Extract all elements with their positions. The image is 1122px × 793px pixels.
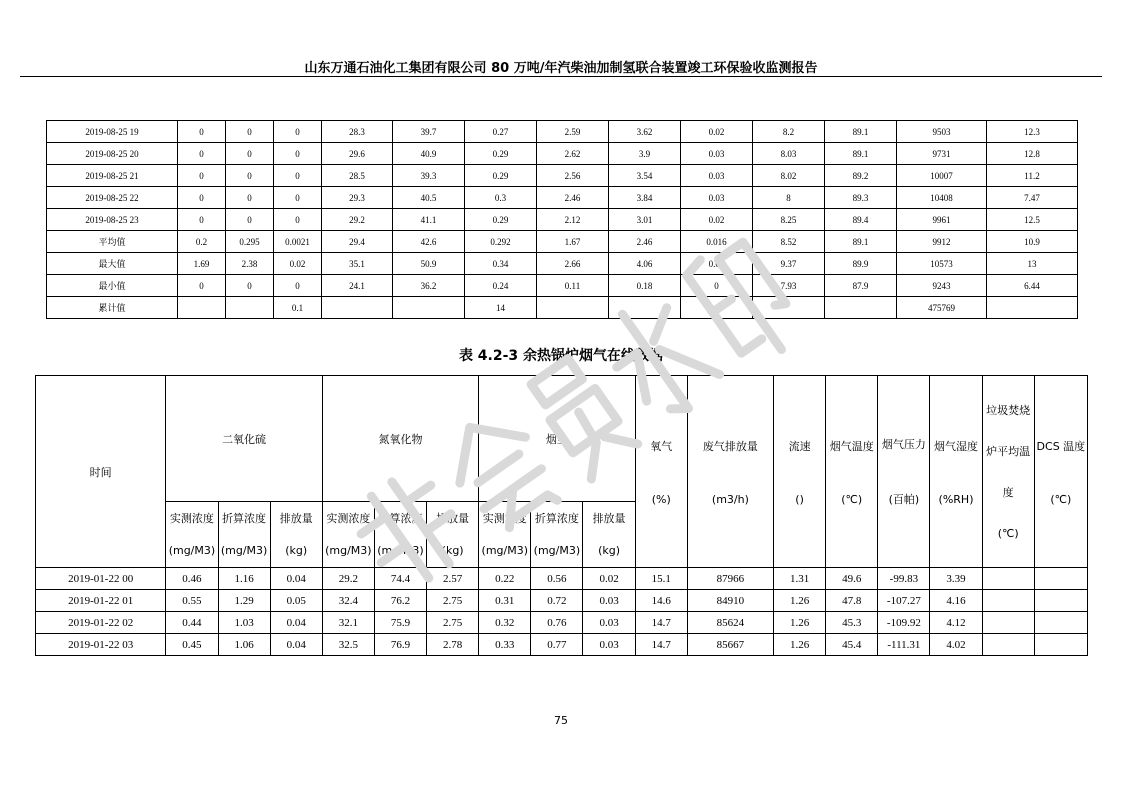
header-humidity: 烟气湿度 (%RH) — [930, 376, 982, 568]
table-cell: 45.3 — [826, 612, 878, 634]
table-cell: 0.11 — [537, 275, 609, 297]
table-cell: 0 — [226, 143, 274, 165]
table-cell: 2.57 — [427, 568, 479, 590]
table-cell: 0.45 — [166, 634, 218, 656]
subheader-dust-emission: 排放量 (kg) — [583, 502, 635, 568]
table-cell: 24.1 — [322, 275, 393, 297]
table-cell: 9.37 — [753, 253, 825, 275]
table-cell: 45.4 — [826, 634, 878, 656]
table-cell: 0.03 — [583, 612, 635, 634]
header-flow: 流速 () — [774, 376, 826, 568]
table-row — [36, 612, 1088, 634]
table-cell: 0 — [226, 209, 274, 231]
row-label-cell: 累计值 — [47, 297, 178, 319]
table-cell: 475769 — [897, 297, 987, 319]
table-cell: 0.295 — [226, 231, 274, 253]
table-cell: 10573 — [897, 253, 987, 275]
table-cell: 29.2 — [322, 209, 393, 231]
header-divider — [20, 76, 1102, 77]
subheader-so2-converted: 折算浓度 (mg/M3) — [218, 502, 270, 568]
table-cell: 40.9 — [393, 143, 465, 165]
table-cell: 14.6 — [635, 590, 687, 612]
table-cell: 8.03 — [753, 143, 825, 165]
table-cell — [982, 590, 1034, 612]
table-cell: 8.52 — [753, 231, 825, 253]
table-cell: 29.4 — [322, 231, 393, 253]
table-cell: 0 — [274, 209, 322, 231]
table-cell: 40.5 — [393, 187, 465, 209]
table-cell: 87966 — [687, 568, 773, 590]
subheader-nox-measured: 实测浓度 (mg/M3) — [322, 502, 374, 568]
table-cell: 12.8 — [987, 143, 1078, 165]
table-row — [47, 253, 1078, 275]
table-cell: 14 — [465, 297, 537, 319]
subheader-dust-converted: 折算浓度 (mg/M3) — [531, 502, 583, 568]
table-cell: 2.56 — [537, 165, 609, 187]
table-cell: 0.0021 — [274, 231, 322, 253]
row-label-cell: 最小值 — [47, 275, 178, 297]
table-cell — [537, 297, 609, 319]
table-row — [47, 275, 1078, 297]
table-cell: 9503 — [897, 121, 987, 143]
table-cell: 0.18 — [609, 275, 681, 297]
table-cell: 76.9 — [374, 634, 426, 656]
table-cell: 39.7 — [393, 121, 465, 143]
table-cell: 7.47 — [987, 187, 1078, 209]
table-cell: 1.29 — [218, 590, 270, 612]
table-cell: 0.29 — [465, 143, 537, 165]
row-label-cell: 2019-08-25 21 — [47, 165, 178, 187]
table-cell: 89.3 — [825, 187, 897, 209]
table-cell: 2.62 — [537, 143, 609, 165]
table-cell: 3.54 — [609, 165, 681, 187]
table-cell: -99.83 — [878, 568, 930, 590]
table-cell — [1034, 568, 1087, 590]
table-cell: 36.2 — [393, 275, 465, 297]
table-row — [47, 187, 1078, 209]
table-cell: 1.26 — [774, 634, 826, 656]
table-cell: 3.39 — [930, 568, 982, 590]
table-cell — [1034, 612, 1087, 634]
table-cell: 4.06 — [609, 253, 681, 275]
table-cell: 14.7 — [635, 612, 687, 634]
table-cell: -109.92 — [878, 612, 930, 634]
table-cell: 41.1 — [393, 209, 465, 231]
row-label-cell: 2019-08-25 22 — [47, 187, 178, 209]
table-cell: 84910 — [687, 590, 773, 612]
table-cell: 2.38 — [226, 253, 274, 275]
table-cell: 89.1 — [825, 143, 897, 165]
table-cell: 89.9 — [825, 253, 897, 275]
subheader-dust-measured: 实测浓度 (mg/M3) — [479, 502, 531, 568]
table-cell: 0.02 — [274, 253, 322, 275]
table-cell: 2.46 — [537, 187, 609, 209]
table-cell: 89.1 — [825, 231, 897, 253]
table-cell: 50.9 — [393, 253, 465, 275]
table-cell: 0 — [226, 165, 274, 187]
table-cell: 0.2 — [178, 231, 226, 253]
table-cell: 87.9 — [825, 275, 897, 297]
table-cell: 0 — [681, 275, 753, 297]
table-cell: 0 — [274, 165, 322, 187]
table-cell: 0.03 — [681, 187, 753, 209]
table-cell: 4.12 — [930, 612, 982, 634]
table-cell: 32.4 — [322, 590, 374, 612]
header-time: 时间 — [36, 376, 166, 568]
table-cell: -111.31 — [878, 634, 930, 656]
table-cell: 0 — [178, 187, 226, 209]
table-cell: 0.3 — [465, 187, 537, 209]
table-row — [36, 634, 1088, 656]
row-label-cell: 最大值 — [47, 253, 178, 275]
table-cell: 0.31 — [479, 590, 531, 612]
table-cell: 0 — [274, 187, 322, 209]
table-cell: 0.29 — [465, 165, 537, 187]
table-cell: 10408 — [897, 187, 987, 209]
table-cell: 39.3 — [393, 165, 465, 187]
subheader-so2-measured: 实测浓度 (mg/M3) — [166, 502, 218, 568]
table-cell: 9912 — [897, 231, 987, 253]
table-cell: 0.56 — [531, 568, 583, 590]
table-cell — [609, 297, 681, 319]
table-cell: 85667 — [687, 634, 773, 656]
table-cell: 0.03 — [681, 253, 753, 275]
table-cell: -107.27 — [878, 590, 930, 612]
page-number: 75 — [554, 714, 568, 727]
table-cell: 89.4 — [825, 209, 897, 231]
table-cell: 0.44 — [166, 612, 218, 634]
table-cell: 0.02 — [681, 209, 753, 231]
table-cell: 6.44 — [987, 275, 1078, 297]
table-cell: 2.75 — [427, 590, 479, 612]
table-row — [47, 297, 1078, 319]
table-cell: 49.6 — [826, 568, 878, 590]
table-cell: 0.03 — [583, 590, 635, 612]
table-cell: 89.1 — [825, 121, 897, 143]
header-exhaust: 废气排放量 (m3/h) — [687, 376, 773, 568]
time-cell: 2019-01-22 02 — [36, 612, 166, 634]
table-cell: 3.9 — [609, 143, 681, 165]
table-cell: 0.016 — [681, 231, 753, 253]
table-cell: 2.59 — [537, 121, 609, 143]
table-cell: 0 — [178, 143, 226, 165]
header-furnace-temp: 垃圾焚烧炉平均温度 (℃) — [982, 376, 1034, 568]
table-cell: 0 — [226, 275, 274, 297]
table-cell: 2.46 — [609, 231, 681, 253]
table-cell: 0.77 — [681, 297, 753, 319]
table-cell — [1034, 634, 1087, 656]
subheader-so2-emission: 排放量 (kg) — [270, 502, 322, 568]
table-cell: 0.22 — [479, 568, 531, 590]
table-cell: 4.02 — [930, 634, 982, 656]
table-cell: 0 — [178, 165, 226, 187]
table-cell: 0.33 — [479, 634, 531, 656]
subheader-nox-emission: 排放量 (kg) — [427, 502, 479, 568]
table-cell: 28.5 — [322, 165, 393, 187]
table-cell: 42.6 — [393, 231, 465, 253]
table-cell: 76.2 — [374, 590, 426, 612]
table-cell — [753, 297, 825, 319]
table-cell: 0.03 — [681, 165, 753, 187]
table-cell: 15.1 — [635, 568, 687, 590]
table-caption: 表 4.2-3 余热锅炉烟气在线数据 — [458, 348, 664, 364]
table-cell: 9731 — [897, 143, 987, 165]
table-row — [36, 590, 1088, 612]
table-cell: 0.04 — [270, 568, 322, 590]
table-cell: 1.31 — [774, 568, 826, 590]
table-cell — [982, 612, 1034, 634]
table-cell: 2.12 — [537, 209, 609, 231]
table-cell: 3.62 — [609, 121, 681, 143]
table-cell: 29.3 — [322, 187, 393, 209]
table-cell: 0.03 — [583, 634, 635, 656]
table-cell: 8.02 — [753, 165, 825, 187]
boiler-flue-gas-table — [35, 375, 1088, 656]
table-cell: 0.04 — [270, 612, 322, 634]
table-cell: 0.77 — [531, 634, 583, 656]
table-cell: 0 — [178, 209, 226, 231]
table-row — [47, 209, 1078, 231]
header-dcs-temp: DCS 温度 (℃) — [1034, 376, 1087, 568]
table-cell: 1.03 — [218, 612, 270, 634]
table-cell: 7.93 — [753, 275, 825, 297]
table-cell — [322, 297, 393, 319]
subheader-nox-converted: 折算浓度 (mg/M3) — [374, 502, 426, 568]
table-cell: 8 — [753, 187, 825, 209]
table-cell: 29.2 — [322, 568, 374, 590]
table-cell: 3.01 — [609, 209, 681, 231]
table-row — [47, 143, 1078, 165]
table-cell — [982, 634, 1034, 656]
table-cell: 14.7 — [635, 634, 687, 656]
table-cell: 2.78 — [427, 634, 479, 656]
table-cell: 13 — [987, 253, 1078, 275]
table-cell: 89.2 — [825, 165, 897, 187]
row-label-cell: 平均值 — [47, 231, 178, 253]
table-cell — [178, 297, 226, 319]
table-cell — [825, 297, 897, 319]
table-cell — [226, 297, 274, 319]
table-cell: 2.75 — [427, 612, 479, 634]
table-cell: 1.06 — [218, 634, 270, 656]
table-cell: 10007 — [897, 165, 987, 187]
table-cell: 0.32 — [479, 612, 531, 634]
table-cell: 35.1 — [322, 253, 393, 275]
table-cell: 3.84 — [609, 187, 681, 209]
header-oxygen: 氧气 (%) — [635, 376, 687, 568]
table-cell: 0.46 — [166, 568, 218, 590]
table-cell: 0 — [226, 187, 274, 209]
time-cell: 2019-01-22 03 — [36, 634, 166, 656]
table-cell — [982, 568, 1034, 590]
table-cell: 28.3 — [322, 121, 393, 143]
table-cell: 0.29 — [465, 209, 537, 231]
table-cell: 0.02 — [681, 121, 753, 143]
table-cell: 1.69 — [178, 253, 226, 275]
table-cell: 85624 — [687, 612, 773, 634]
table-cell: 29.6 — [322, 143, 393, 165]
table-cell: 8.25 — [753, 209, 825, 231]
table-cell: 75.9 — [374, 612, 426, 634]
header-nox: 氮氧化物 — [322, 376, 478, 502]
table-cell: 1.67 — [537, 231, 609, 253]
time-cell: 2019-01-22 00 — [36, 568, 166, 590]
table-cell: 0 — [178, 275, 226, 297]
table-cell: 0.55 — [166, 590, 218, 612]
table-cell: 0.1 — [274, 297, 322, 319]
header-temp: 烟气温度 (℃) — [826, 376, 878, 568]
table-cell: 10.9 — [987, 231, 1078, 253]
table-cell: 0.24 — [465, 275, 537, 297]
table-cell: 0.02 — [583, 568, 635, 590]
table-row — [47, 231, 1078, 253]
table-cell — [987, 297, 1078, 319]
header-so2: 二氧化硫 — [166, 376, 322, 502]
table-cell: 0.292 — [465, 231, 537, 253]
table-cell: 0 — [274, 121, 322, 143]
table-cell: 47.8 — [826, 590, 878, 612]
table-cell: 9961 — [897, 209, 987, 231]
table-cell: 4.16 — [930, 590, 982, 612]
row-label-cell: 2019-08-25 20 — [47, 143, 178, 165]
table-cell: 12.3 — [987, 121, 1078, 143]
table-cell: 0 — [274, 275, 322, 297]
header-dust: 烟尘 — [479, 376, 635, 502]
table-cell: 0.04 — [270, 634, 322, 656]
row-label-cell: 2019-08-25 23 — [47, 209, 178, 231]
table-cell: 9243 — [897, 275, 987, 297]
table-cell: 0.03 — [681, 143, 753, 165]
table-cell: 0.72 — [531, 590, 583, 612]
table-cell — [1034, 590, 1087, 612]
table-cell: 1.26 — [774, 590, 826, 612]
report-header-title: 山东万通石油化工集团有限公司 80 万吨/年汽柴油加制氢联合装置竣工环保验收监测报告 — [304, 61, 818, 76]
header-pressure: 烟气压力 (百帕) — [878, 376, 930, 568]
table-row — [47, 121, 1078, 143]
table-cell: 32.5 — [322, 634, 374, 656]
table-cell: 0.05 — [270, 590, 322, 612]
table-cell: 0.34 — [465, 253, 537, 275]
table-row — [36, 568, 1088, 590]
table-cell — [393, 297, 465, 319]
table-cell: 0.27 — [465, 121, 537, 143]
table-cell: 0 — [274, 143, 322, 165]
table-cell: 12.5 — [987, 209, 1078, 231]
table-cell: 0 — [226, 121, 274, 143]
table-cell: 32.1 — [322, 612, 374, 634]
table-cell: 1.26 — [774, 612, 826, 634]
row-label-cell: 2019-08-25 19 — [47, 121, 178, 143]
table-cell: 1.16 — [218, 568, 270, 590]
table-cell: 0 — [178, 121, 226, 143]
table-cell: 0.76 — [531, 612, 583, 634]
table-cell: 74.4 — [374, 568, 426, 590]
table-cell: 8.2 — [753, 121, 825, 143]
table-cell: 11.2 — [987, 165, 1078, 187]
monitoring-table-continued — [46, 120, 1078, 319]
table-cell: 2.66 — [537, 253, 609, 275]
time-cell: 2019-01-22 01 — [36, 590, 166, 612]
table-row — [47, 165, 1078, 187]
